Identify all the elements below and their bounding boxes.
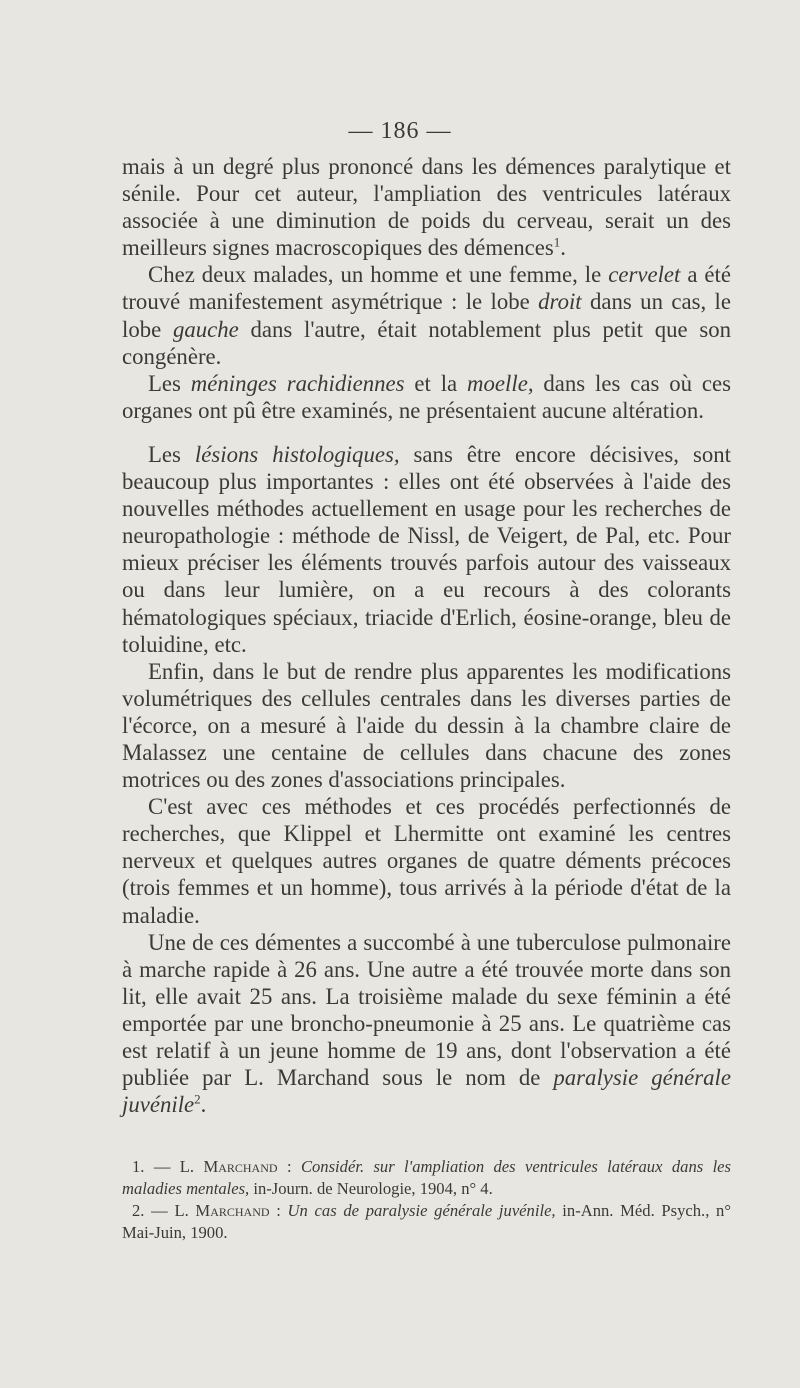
page-number: — 186 — <box>348 118 452 144</box>
footnote <box>122 1200 731 1244</box>
body-text <box>122 153 731 1118</box>
paragraph-text: et la <box>404 370 468 396</box>
paragraph-text: mais à un degré plus prononcé dans les démences paralytique et sénile. Pour cet auteur, l'ampliation des ventricules latéraux associée à une diminution de poids du cerveau, serait un des meilleurs signes macroscopiques des démences <box>122 154 731 261</box>
emphasis: lésions histologiques, <box>194 441 400 467</box>
footnote <box>122 1156 731 1200</box>
paragraph-text: a été trouvé manifestement asymétrique : le lobe <box>122 262 731 315</box>
paragraph-text: Une de ces démentes a succombé à une tuberculose pulmonaire à marche rapide à 26 ans. Une autre a été trouvée morte dans son lit, elle avait 25 ans. La troisième malade du sexe féminin a été emportée par une broncho-pneumonie à 25 ans. Le quatrième cas est relatif à un jeune homme de 19 ans, dont l'observation a été publiée par L. Marchand sous le nom de <box>122 929 731 1091</box>
emphasis: méninges rachidiennes <box>190 370 405 396</box>
paragraph <box>122 153 731 261</box>
paragraph <box>122 658 731 793</box>
footnote-ref: 1 <box>553 234 561 250</box>
footnote-author: L. Marchand <box>174 1201 270 1220</box>
paragraph <box>122 441 731 658</box>
paragraph-text: Enfin, dans le but de rendre plus apparentes les modifications volumétriques des cellules centrales dans les diverses parties de l'écorce, on a mesuré à l'aide du dessin à la chambre claire de Malassez une centaine de cellules dans chacune des zones motrices ou des zones d'associations principales. <box>122 658 731 793</box>
footnote-number: 1. — <box>132 1157 171 1176</box>
footnotes <box>122 1156 731 1244</box>
footnote-ref: 2 <box>194 1091 201 1107</box>
paragraph-text: dans l'autre, était notablement plus petit que son congénère. <box>122 316 732 369</box>
paragraph-text: Les <box>148 370 191 396</box>
emphasis: cervelet <box>608 262 681 288</box>
footnote-title: Considér. sur l'ampliation des ventricules latéraux dans les maladies mentales, <box>122 1157 732 1198</box>
footnote-separator: : <box>277 1157 301 1176</box>
paragraph-text: dans un cas, le lobe <box>122 289 731 342</box>
paragraph <box>122 793 731 928</box>
footnote-number: 2. — <box>132 1201 168 1220</box>
emphasis: paralysie générale juvénile <box>122 1065 731 1118</box>
paragraph <box>122 261 731 369</box>
paragraph-text: Chez deux malades, un homme et une femme, le <box>148 262 609 288</box>
paragraph-text: sans être encore décisives, sont beaucoup plus importantes : elles ont été observées à l'aide des nouvelles méthodes actuellement en usage pour les recherches de neuropathologie : méthode de Nissl, de Veigert, de Pal, etc. Pour mieux préciser les éléments trouvés parfois autour des vaisseaux ou dans leur lumière, on a eu recours à des colorants hématologiques spéciaux, triacide d'Erlich, éosine-orange, bleu de toluidine, etc. <box>122 441 731 657</box>
emphasis: droit <box>538 289 582 315</box>
paragraph-text: Les <box>148 441 195 467</box>
footnote-source: in-Journ. de Neurologie, 1904, n° 4. <box>249 1179 493 1198</box>
paragraph <box>122 370 731 424</box>
footnote-source: in-Ann. Méd. Psych., n° Mai-Juin, 1900. <box>122 1201 731 1242</box>
paragraph-text: . <box>200 1092 207 1118</box>
emphasis: moelle, <box>467 370 534 396</box>
footnote-author: L. Marchand <box>179 1157 278 1176</box>
paragraph <box>122 929 731 1119</box>
emphasis: gauche <box>172 316 239 342</box>
paragraph-text: . <box>560 235 566 261</box>
footnote-title: Un cas de paralysie générale juvénile, <box>287 1201 556 1220</box>
paragraph-text: C'est avec ces méthodes et ces procédés perfectionnés de recherches, que Klippel et Lhermitte ont examiné les centres nerveux et quelques autres organes de quatre déments précoces (trois femmes et un homme), tous arrivés à la période d'état de la maladie. <box>122 794 731 928</box>
footnote-separator: : <box>269 1201 288 1220</box>
paragraph-text: dans les cas où ces organes ont pû être examinés, ne présentaient aucune altération. <box>122 370 731 423</box>
